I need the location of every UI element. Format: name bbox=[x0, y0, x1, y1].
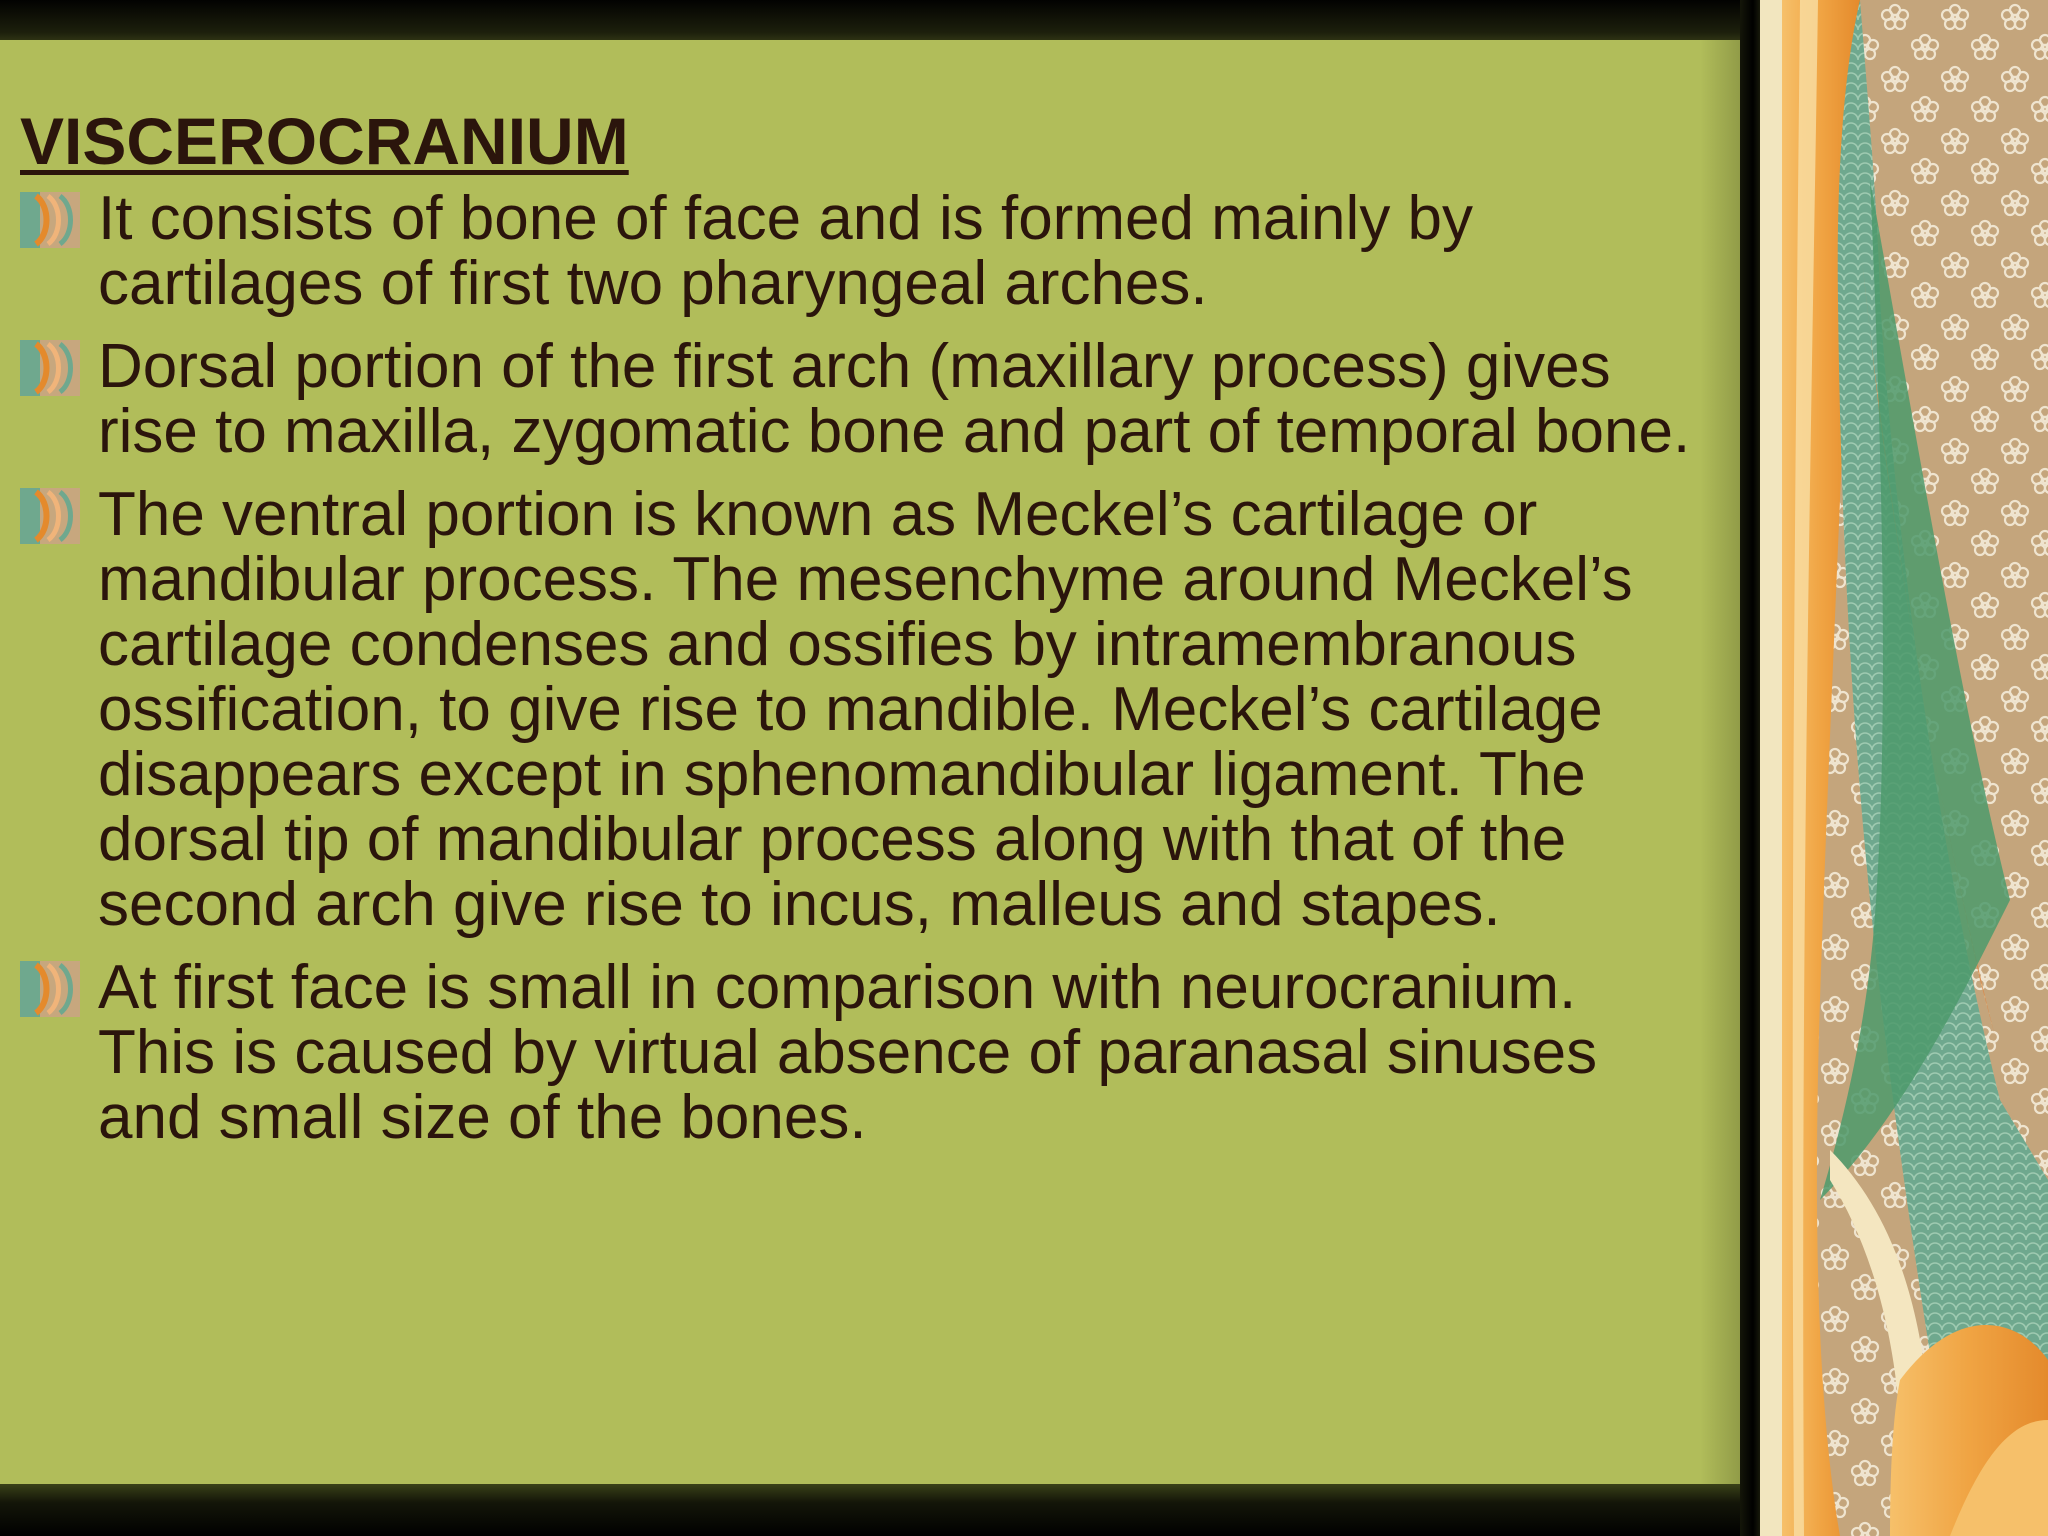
slide-title: VISCEROCRANIUM bbox=[20, 104, 629, 178]
bullet-text: It consists of bone of face and is formed mainly by cartilages of first two pharyngeal arches. bbox=[98, 184, 1474, 318]
bullet-list bbox=[20, 186, 1700, 1150]
patterned-square-bullet-icon bbox=[20, 340, 80, 396]
patterned-square-bullet-icon bbox=[20, 488, 80, 544]
bullet-item bbox=[20, 186, 1700, 316]
bullet-text: Dorsal portion of the first arch (maxillary process) gives rise to maxilla, zygomatic bone and part of temporal bone. bbox=[98, 332, 1691, 466]
bottom-frame-bar bbox=[0, 1484, 1760, 1536]
patterned-square-bullet-icon bbox=[20, 961, 80, 1017]
bullet-text: The ventral portion is known as Meckel’s cartilage or mandibular process. The mesenchyme around Meckel’s cartilage condenses and ossifies by intramembranous ossification, to give rise to mandible. Meckel’s cartilage disappears except in sphenomandibular ligament. The dorsal tip of mandibular process along with that of the second arch give rise to incus, malleus and stapes. bbox=[98, 480, 1633, 939]
decorative-ribbon-panel bbox=[1760, 0, 2048, 1536]
bullet-item bbox=[20, 955, 1700, 1150]
patterned-square-bullet-icon bbox=[20, 192, 80, 248]
slide-content bbox=[20, 102, 1700, 1168]
bullet-item bbox=[20, 334, 1700, 464]
bullet-item bbox=[20, 482, 1700, 937]
bullet-text: At first face is small in comparison with neurocranium. This is caused by virtual absence of paranasal sinuses and small size of the bones. bbox=[98, 953, 1598, 1152]
